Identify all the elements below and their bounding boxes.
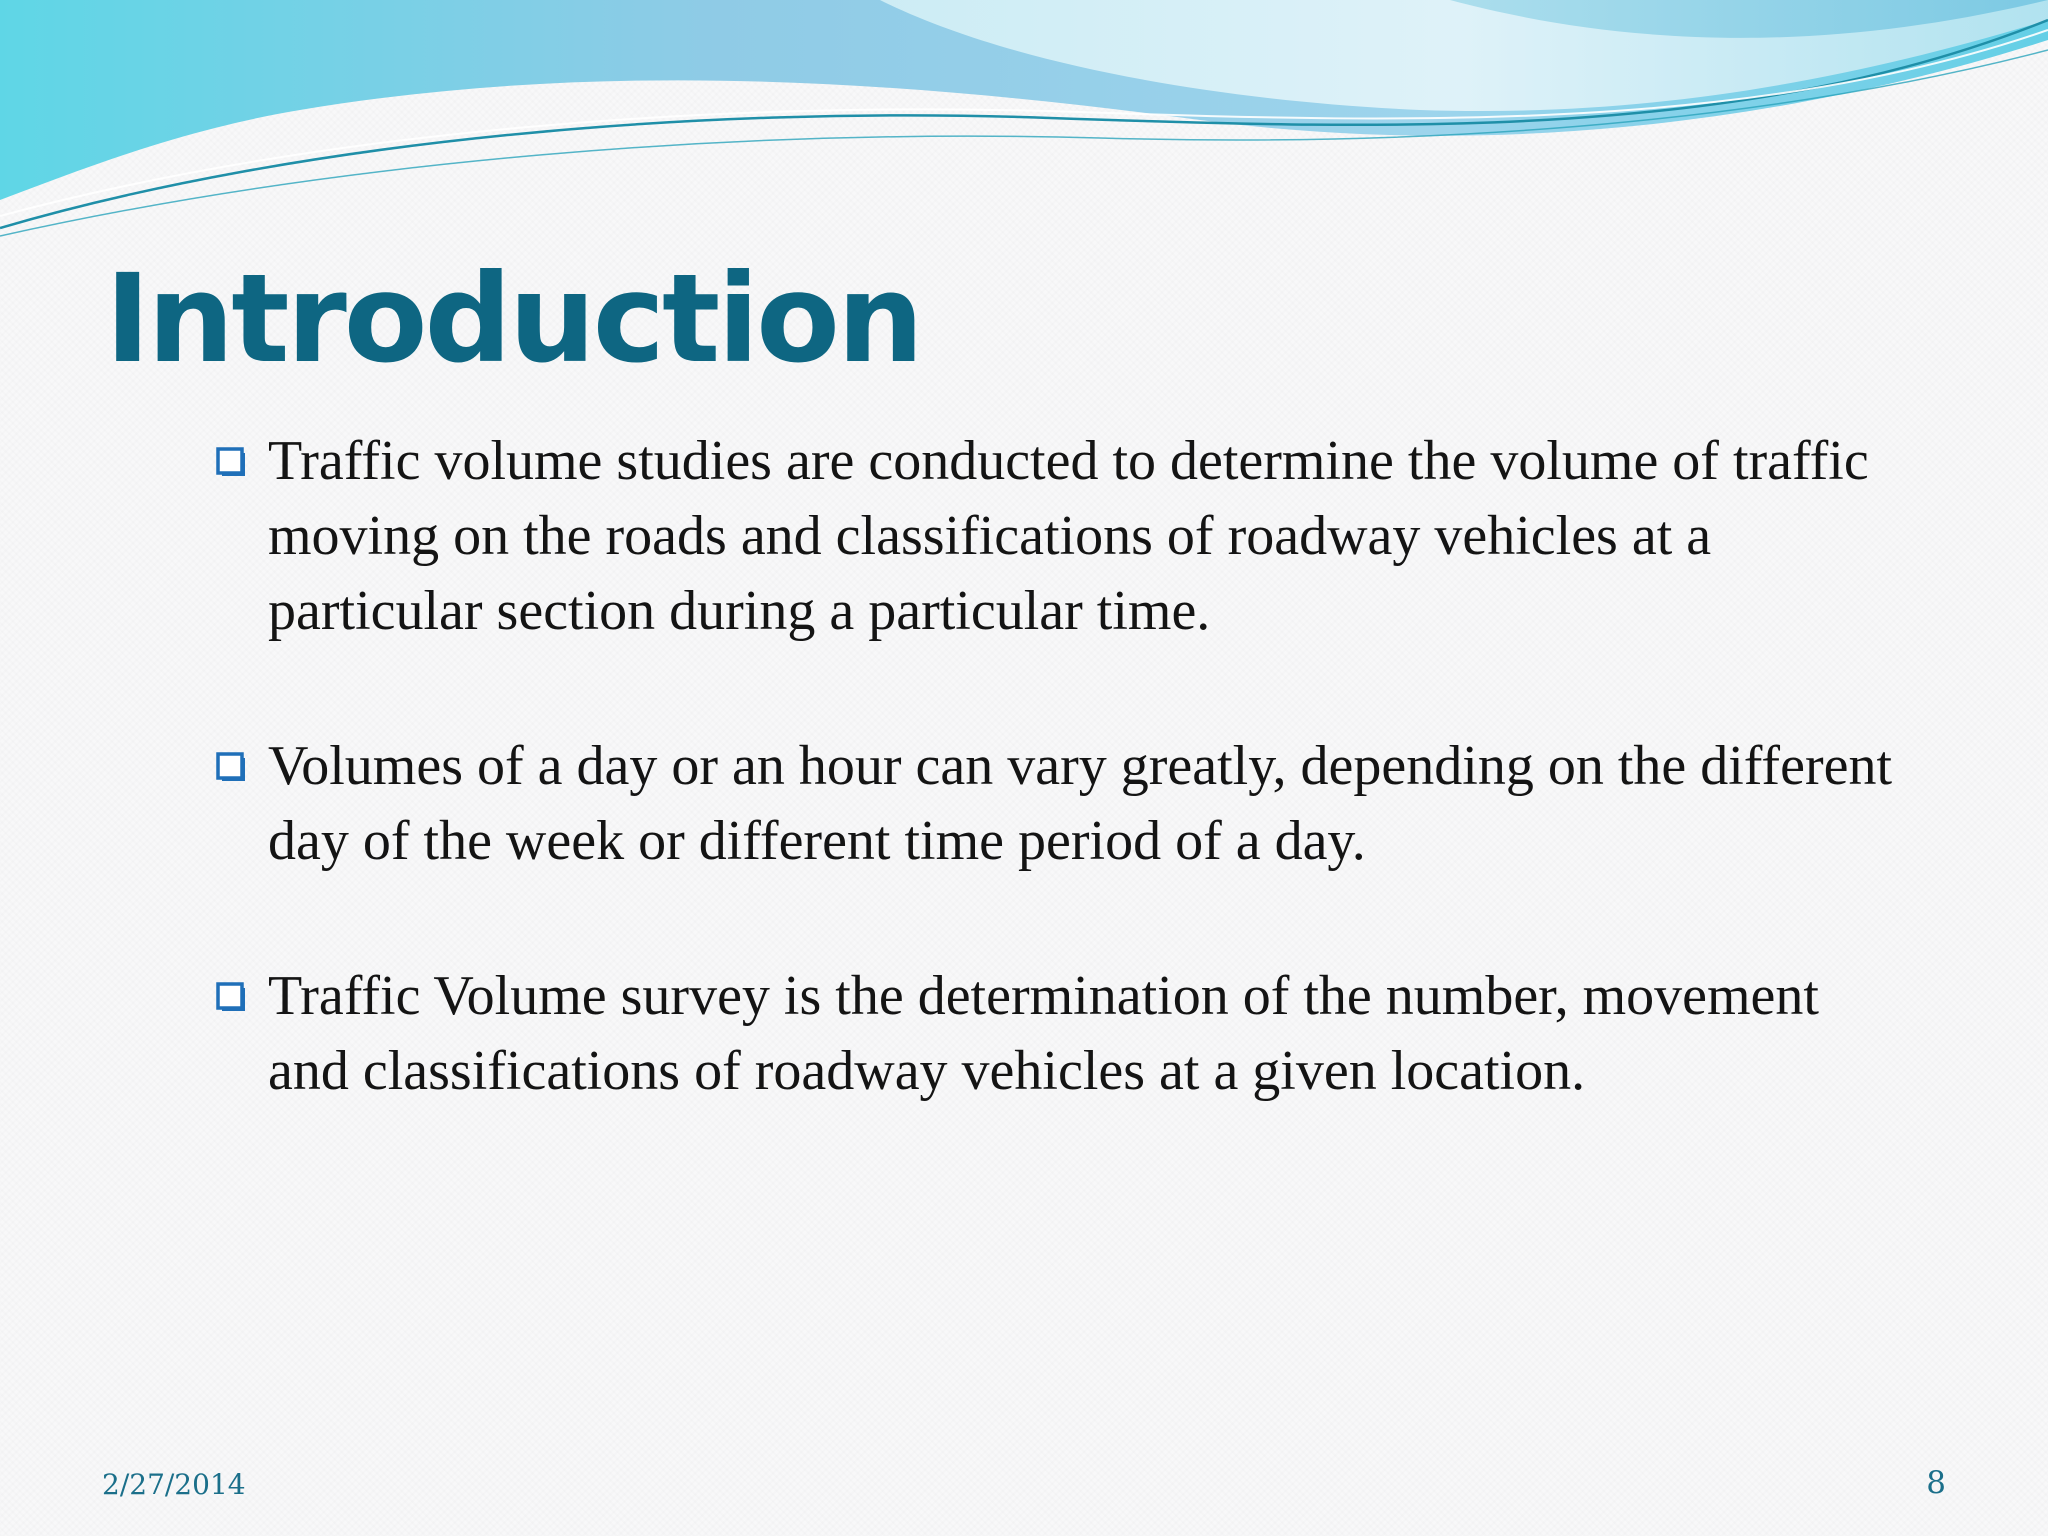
bullet-item	[212, 424, 1912, 649]
hollow-square-bullet-icon	[216, 982, 245, 1011]
bullet-text: Traffic volume studies are conducted to determine the volume of traffic moving on the roads and classifications of roadway vehicles at a particular section during a particular time.	[268, 430, 1869, 642]
bullet-list	[212, 424, 1912, 1109]
bullet-item	[212, 959, 1912, 1109]
bullet-text: Volumes of a day or an hour can vary greatly, depending on the different day of the week or different time period of a day.	[268, 735, 1892, 872]
hollow-square-bullet-icon	[216, 447, 245, 476]
hollow-square-bullet-icon	[216, 752, 245, 781]
footer-date: 2/27/2014	[102, 1468, 246, 1501]
wave-header-decoration	[0, 0, 2048, 240]
bullet-text: Traffic Volume survey is the determination of the number, movement and classifications of roadway vehicles at a given location.	[268, 965, 1819, 1102]
bullet-item	[212, 729, 1912, 879]
slide-title: Introduction	[105, 248, 921, 390]
footer-page-number: 8	[1926, 1465, 1946, 1501]
